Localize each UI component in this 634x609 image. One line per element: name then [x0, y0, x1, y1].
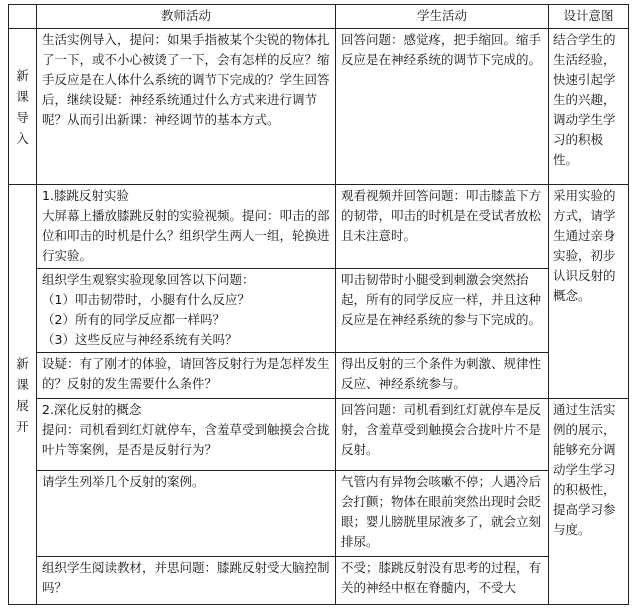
experiment-design-intent: 采用实验的方式，请学生通过亲身实验，初步认识反射的概念。: [549, 185, 629, 399]
stage-label-development: [9, 185, 37, 605]
observation-intro: 组织学生观察实验现象回答以下问题：: [42, 272, 255, 287]
stage-char: 新: [16, 355, 29, 371]
stage-char: 新: [16, 67, 29, 83]
section-intro-row: [9, 29, 629, 185]
question-2: （2）所有的同学反应都一样吗？: [42, 312, 225, 327]
experiment-student-activity: 观看视频并回答问题：叩击膝盖下方的韧带，叩击的时机是在受试者放松且未注意时。: [336, 185, 549, 269]
observation-row: [9, 269, 629, 353]
examples-row: [9, 471, 629, 557]
lesson-plan-table: [8, 4, 629, 605]
deepen-title: 2.深化反射的概念: [42, 402, 142, 417]
experiment-text: 大屏幕上播放膝跳反射的实验视频。提问：叩击的部位和叩击的时机是什么？组织学生两人一组，轮换进行实验。: [42, 208, 330, 263]
question-3: （3）这些反应与神经系统有关吗？: [42, 332, 238, 347]
conditions-teacher-activity: 设疑：有了刚才的体验，请回答反射行为是怎样发生的？反射的发生需要什么条件？: [37, 353, 336, 399]
stage-char: 展: [16, 397, 29, 413]
header-student-activity: 学生活动: [336, 5, 549, 29]
stage-char: 课: [16, 376, 29, 392]
conditions-student-activity: 得出反射的三个条件为刺激、规律性反应、神经系统参与。: [336, 353, 549, 399]
deepen-teacher-activity: [37, 399, 336, 471]
deepen-student-activity: 回答问题：司机看到红灯就停车是反射，含羞草受到触摸会合拢叶片不是反射。: [336, 399, 549, 471]
header-row: [9, 5, 629, 29]
examples-teacher-activity: 请学生列举几个反射的案例。: [37, 471, 336, 557]
intro-teacher-activity: 生活实例导入，提问：如果手指被某个尖锐的物体扎了一下，或不小心被烫了一下，会有怎样的反应？缩手反应是在人体什么系统的调节下完成的？学生回答后，继续设疑：神经系统通过什么方式来进行调节呢？从而引出新课：神经调节的基本方式。: [37, 29, 336, 185]
observation-student-activity: 叩击韧带时小腿受到刺激会突然抬起，所有的同学反应一样，并且这种反应是在神经系统的参与下完成的。: [336, 269, 549, 353]
reading-student-activity: 不受；膝跳反射没有思考的过程，有关的神经中枢在脊髓内，不受大: [336, 557, 549, 605]
header-design-intent: 设计意图: [549, 5, 629, 29]
intro-design-intent: 结合学生的生活经验，快速引起学生的兴趣，调动学生学习的积极性。: [549, 29, 629, 185]
intro-student-activity: 回答问题：感觉疼，把手缩回。缩手反应是在神经系统的调节下完成的。: [336, 29, 549, 185]
header-stage: [9, 5, 37, 29]
reading-row: [9, 557, 629, 605]
header-teacher-activity: 教师活动: [37, 5, 336, 29]
question-1: （1）叩击韧带时，小腿有什么反应？: [42, 292, 250, 307]
stage-label-intro: [9, 29, 37, 185]
deepen-text: 提问：司机看到红灯就停车，含羞草受到触摸会合拢叶片等案例，是否是反射行为？: [42, 422, 330, 457]
experiment-row: [9, 185, 629, 269]
deepen-concept-row: [9, 399, 629, 471]
stage-char: 课: [16, 88, 29, 104]
examples-student-activity: 气管内有异物会咳嗽不停；人遇冷后会打颤；物体在眼前突然出现时会眨眼；婴儿膀胱里尿液多了，就会立刻排尿。: [336, 471, 549, 557]
reflex-conditions-row: [9, 353, 629, 399]
stage-char: 导: [16, 109, 29, 125]
stage-char: 开: [16, 418, 29, 434]
experiment-teacher-activity: [37, 185, 336, 269]
reading-teacher-activity: 组织学生阅读教材，并思问题：膝跳反射受大脑控制吗？: [37, 557, 336, 605]
deepen-design-intent: 通过生活实例的展示，能够充分调动学生学习的积极性，提高学习参与度。: [549, 399, 629, 605]
observation-teacher-activity: [37, 269, 336, 353]
experiment-title: 1.膝跳反射实验: [42, 188, 129, 203]
stage-char: 入: [16, 130, 29, 146]
